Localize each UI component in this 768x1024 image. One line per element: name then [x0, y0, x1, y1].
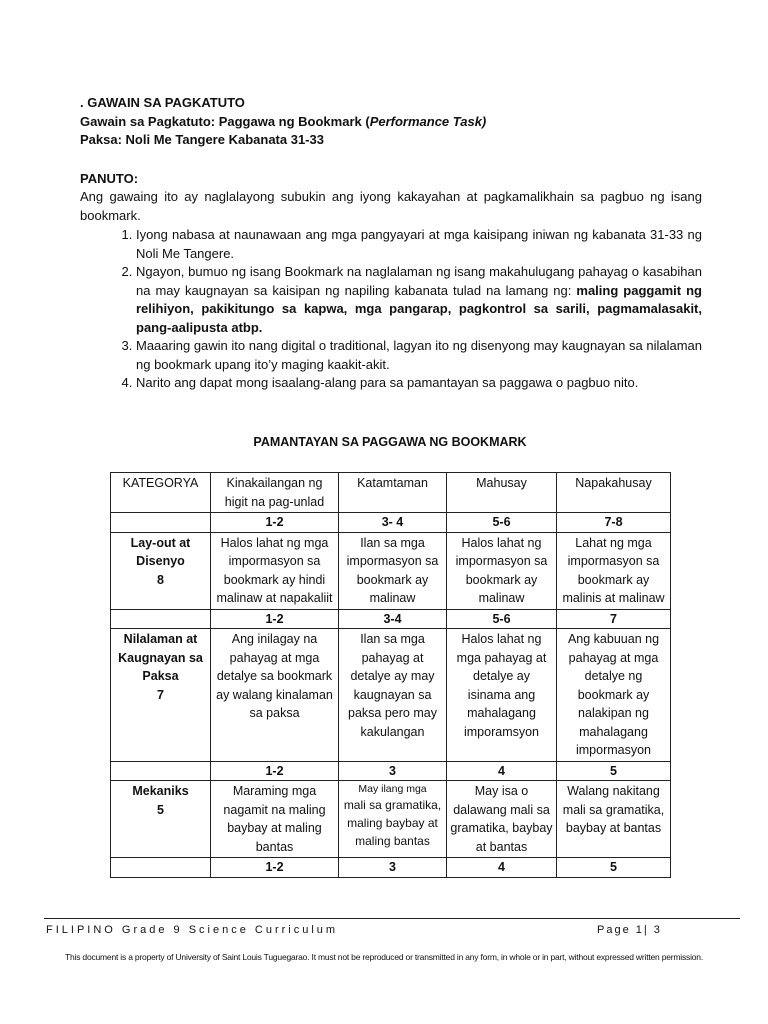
step-text: Maaaring gawin ito nang digital o traditional, lagyan ito ng disenyong may kaugnayan sa nilalaman ng bookmark upang ito’y maging kaakit-akit. — [136, 338, 702, 372]
criteria-text: mali sa gramatika, maling baybay at maling bantas — [343, 798, 442, 848]
criteria-cell: Ilan sa mga pahayag at detalye ay may kaugnayan sa paksa pero may kakulangan — [339, 629, 447, 762]
activity-title-italic: Performance Task) — [369, 113, 487, 129]
score-cell: 5-6 — [447, 609, 557, 629]
score-cell: 1-2 — [211, 761, 339, 781]
criteria-cell-mixed — [339, 781, 447, 858]
score-cell: 1-2 — [211, 513, 339, 533]
criteria-cell: Walang nakitang mali sa gramatika, baybay at bantas — [557, 781, 671, 858]
footer-course: FILIPINO Grade 9 Science Curriculum — [46, 924, 339, 936]
step-bold-text: maling paggamit ng relihiyon, pakikitungo sa kapwa, mga pangarap, pagkontrol sa sarili, pagmamalasakit, pang-aalipusta atbp. — [136, 282, 702, 335]
criteria-cell: Ang inilagay na pahayag at mga detalye sa bookmark ay walang kinalaman sa paksa — [211, 629, 339, 762]
footer-disclaimer: This document is a property of University of Saint Louis Tuguegarao. It must not be reproduced or transmitted in any form, in whole or in part, without expressed written permission. — [65, 952, 703, 962]
score-cell-empty — [111, 513, 211, 533]
criteria-cell: Lahat ng mga impormasyon sa bookmark ay malinis at malinaw — [557, 532, 671, 609]
step-text: Ngayon, bumuo ng isang Bookmark na naglalaman ng isang makahulugang pahayag o kasabihan na may kaugnayan sa kaisipan ng napiling kabanata tulad na lamang ng: — [136, 264, 702, 298]
section-heading: . GAWAIN SA PAGKATUTO — [80, 95, 245, 110]
score-cell: 4 — [447, 761, 557, 781]
score-cell: 3-4 — [339, 609, 447, 629]
score-cell: 5 — [557, 761, 671, 781]
criteria-cell: Halos lahat ng impormasyon sa bookmark ay malinaw — [447, 532, 557, 609]
score-row — [111, 513, 671, 533]
step-item — [136, 337, 702, 374]
activity-title — [80, 113, 702, 132]
category-cell: Lay-out at Disenyo 8 — [111, 532, 211, 609]
score-cell: 3- 4 — [339, 513, 447, 533]
score-cell: 3 — [339, 858, 447, 878]
step-item — [136, 374, 702, 393]
rubric-title: PAMANTAYAN SA PAGGAWA NG BOOKMARK — [253, 435, 527, 449]
score-row — [111, 761, 671, 781]
footer-divider — [44, 918, 740, 919]
criteria-cell: Halos lahat ng mga pahayag at detalye ay isinama ang mahalagang imporamsyon — [447, 629, 557, 762]
criteria-cell: Ilan sa mga impormasyon sa bookmark ay malinaw — [339, 532, 447, 609]
topic-line: Paksa: Noli Me Tangere Kabanata 31-33 — [80, 132, 324, 147]
document-header — [80, 94, 702, 150]
rubric-header-row — [111, 473, 671, 513]
score-cell: 7 — [557, 609, 671, 629]
header-level-2: Katamtaman — [339, 473, 447, 513]
rubric-row — [111, 629, 671, 762]
category-cell: Mekaniks 5 — [111, 781, 211, 858]
step-text: Narito ang dapat mong isaalang-alang para sa pamantayan sa paggawa o pagbuo nito. — [136, 375, 639, 390]
header-category: KATEGORYA — [111, 473, 211, 513]
score-cell: 7-8 — [557, 513, 671, 533]
score-row — [111, 609, 671, 629]
criteria-small-text: May ilang mga — [358, 783, 427, 795]
instructions-intro: Ang gawaing ito ay naglalayong subukin ang iyong kakayahan at pagkamalikhain sa pagbuo ng isang bookmark. — [80, 189, 702, 223]
score-cell: 5 — [557, 858, 671, 878]
step-text: Iyong nabasa at naunawaan ang mga pangyayari at mga kaisipang iniwan ng kabanata 31-33 ng Noli Me Tangere. — [136, 227, 702, 261]
score-cell-empty — [111, 858, 211, 878]
criteria-cell: May isa o dalawang mali sa gramatika, baybay at bantas — [447, 781, 557, 858]
header-level-4: Napakahusay — [557, 473, 671, 513]
rubric-row — [111, 781, 671, 858]
criteria-cell: Maraming mga nagamit na maling baybay at maling bantas — [211, 781, 339, 858]
score-cell: 5-6 — [447, 513, 557, 533]
step-item — [136, 263, 702, 337]
header-level-1: Kinakailangan ng higit na pag-unlad — [211, 473, 339, 513]
score-cell: 4 — [447, 858, 557, 878]
score-cell: 1-2 — [211, 609, 339, 629]
step-item — [136, 226, 702, 263]
rubric-row — [111, 532, 671, 609]
score-row — [111, 858, 671, 878]
criteria-cell: Ang kabuuan ng pahayag at mga detalye ng bookmark ay nalakipan ng mahalagang impormasyon — [557, 629, 671, 762]
rubric-table — [110, 472, 671, 878]
footer-page-number: Page 1| 3 — [597, 924, 662, 936]
category-cell: Nilalaman at Kaugnayan sa Paksa 7 — [111, 629, 211, 762]
activity-title-text: Gawain sa Pagkatuto: Paggawa ng Bookmark ( — [80, 113, 370, 129]
instruction-steps — [80, 226, 702, 393]
score-cell: 1-2 — [211, 858, 339, 878]
score-cell: 3 — [339, 761, 447, 781]
header-level-3: Mahusay — [447, 473, 557, 513]
score-cell-empty — [111, 761, 211, 781]
score-cell-empty — [111, 609, 211, 629]
instructions-title: PANUTO: — [80, 171, 139, 186]
criteria-cell: Halos lahat ng mga impormasyon sa bookmark ay hindi malinaw at napakaliit — [211, 532, 339, 609]
